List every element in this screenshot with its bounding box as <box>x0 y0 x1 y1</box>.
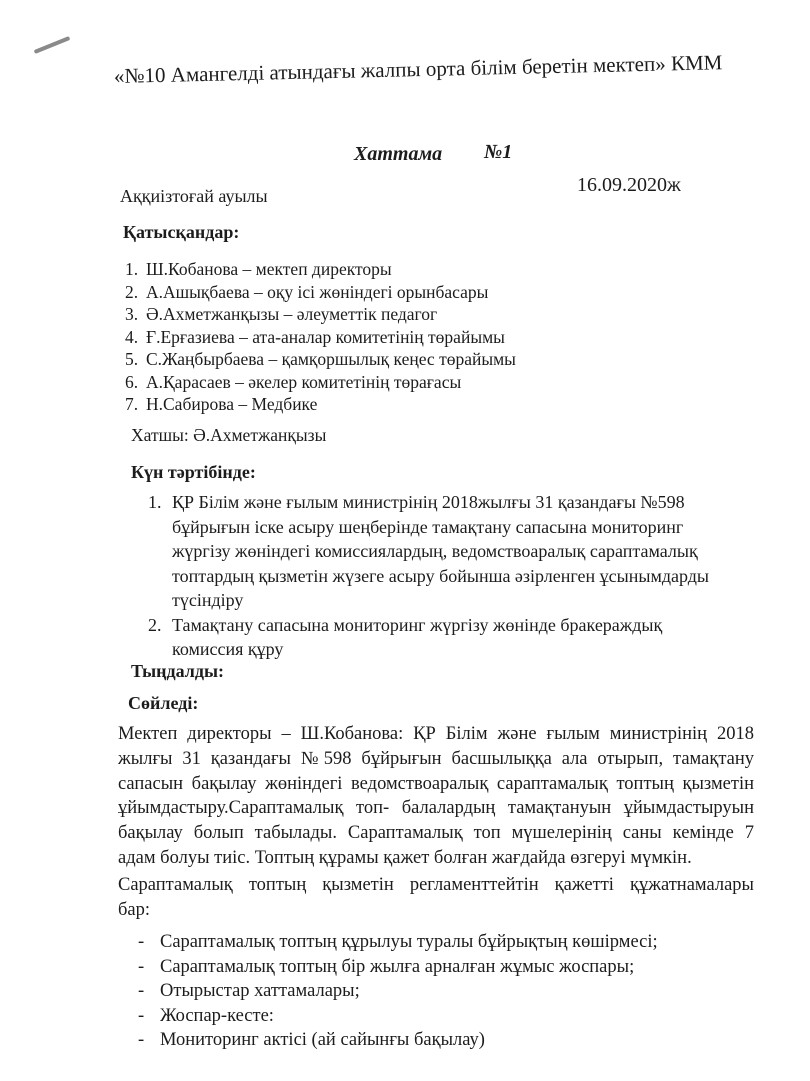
participant-text: А.Ашықбаева – оқу ісі жөніндегі орынбасары <box>146 281 489 302</box>
participant-item <box>125 371 516 394</box>
participant-text: А.Қарасаев – әкелер комитетінің төрағасы <box>146 371 462 392</box>
speech-line: ұйымдастыру.Сараптамалық топ- балалардың тамақтануын ұйымдастыруын <box>118 798 754 819</box>
participant-number: 4. <box>125 326 139 347</box>
agenda-line: ҚР Білім және ғылым министрінің 2018жылғы 31 қазандағы №598 <box>172 492 685 512</box>
listened-heading: Тыңдалды: <box>131 661 225 681</box>
participant-number: 2. <box>125 281 139 302</box>
participants-heading: Қатысқандар: <box>123 222 240 242</box>
documents-item-text: Мониторинг актісі (ай сайынғы бақылау) <box>160 1030 485 1051</box>
agenda-number: 1. <box>148 492 162 512</box>
participant-text: Н.Сабирова – Медбике <box>146 394 318 414</box>
documents-intro <box>118 873 754 923</box>
location: Аққиізтоғай ауылы <box>120 186 268 206</box>
documents-item-text: Сараптамалық топтың құрылуы туралы бұйрықтың көшірмесі; <box>160 932 658 952</box>
document-date: 16.09.2020ж <box>577 174 681 196</box>
agenda-line: түсіндіру <box>172 590 244 610</box>
participant-text: Ғ.Ерғазиева – ата-аналар комитетінің төрайымы <box>146 326 505 347</box>
speech-line: бақылау болып табылады. Сараптамалық топ мүшелерінің саны кемінде 7 <box>118 823 754 844</box>
documents-item-text: Отырыстар хаттамалары; <box>160 981 360 1002</box>
document-title: Хаттама <box>354 143 443 165</box>
documents-list-item <box>138 930 658 955</box>
agenda-line: топтардың қызметін жүзеге асыру бойынша әзірленген ұсынымдарды <box>172 565 710 586</box>
agenda-list <box>148 490 709 662</box>
dash-bullet: - <box>138 956 145 977</box>
documents-list-item <box>138 1004 658 1029</box>
pen-mark <box>34 36 71 54</box>
participant-number: 7. <box>125 394 139 414</box>
speech-line: адам болуы тиіс. Топтың құрамы қажет болған жағдайда өзгеруі мүмкін. <box>118 847 692 868</box>
participant-text: Ш.Кобанова – мектеп директоры <box>146 259 392 279</box>
agenda-heading: Күн тәртібінде: <box>131 462 256 482</box>
agenda-line: комиссия құру <box>172 639 284 659</box>
documents-item-text: Сараптамалық топтың бір жылға арналған жұмыс жоспары; <box>160 956 635 977</box>
dash-bullet: - <box>138 1005 145 1026</box>
speech-line: жылғы 31 қазандағы №598 бұйрығын басшылыққа ала отырып, тамақтану <box>118 748 754 769</box>
speech-line: Мектеп директоры – Ш.Кобанова: ҚР Білім және ғылым министрінің 2018 <box>118 724 754 744</box>
agenda-item <box>148 490 709 613</box>
participants-list <box>125 258 516 416</box>
participant-number: 3. <box>125 304 139 324</box>
participant-item <box>125 326 516 349</box>
speech-paragraph <box>118 722 754 871</box>
participant-item <box>125 258 516 281</box>
documents-list-item <box>138 955 658 980</box>
documents-intro-line: Сараптамалық топтың қызметін регламенттейтін қажетті құжатнамалары <box>118 875 754 895</box>
agenda-number: 2. <box>148 614 162 635</box>
documents-item-text: Жоспар-кесте: <box>160 1005 274 1026</box>
documents-list <box>138 930 658 1053</box>
participant-item <box>125 393 516 416</box>
participant-text: Ә.Ахметжанқызы – әлеуметтік педагог <box>146 304 438 324</box>
dash-bullet: - <box>138 981 145 1002</box>
participant-number: 6. <box>125 371 139 392</box>
participant-item <box>125 348 516 371</box>
agenda-line: жүргізу жөніндегі комиссиялардың, ведомствоаралық сараптамалық <box>172 541 698 561</box>
documents-list-item <box>138 979 658 1004</box>
document-number: №1 <box>484 141 513 163</box>
agenda-item <box>148 613 709 662</box>
secretary: Хатшы: Ә.Ахметжанқызы <box>131 425 327 445</box>
participant-text: С.Жаңбырбаева – қамқоршылық кеңес төрайымы <box>146 349 516 369</box>
documents-intro-line: бар: <box>118 899 151 920</box>
dash-bullet: - <box>138 932 145 952</box>
documents-list-item <box>138 1028 658 1053</box>
agenda-line: бұйрығын іске асыру шеңберінде тамақтану сапасына мониторинг <box>172 516 684 537</box>
speech-line: сапасын бақылау жөніндегі ведомствоаралық сараптамалық топтың қызметін <box>118 773 754 794</box>
organization-title: «№10 Амангелді атындағы жалпы орта білім беретін мектеп» КММ <box>113 50 723 88</box>
participant-item <box>125 281 516 304</box>
spoke-heading: Сөйледі: <box>128 693 199 713</box>
agenda-line: Тамақтану сапасына мониторинг жүргізу жөнінде бракераждық <box>172 614 663 635</box>
dash-bullet: - <box>138 1030 145 1051</box>
participant-number: 5. <box>125 349 139 369</box>
participant-number: 1. <box>125 259 139 279</box>
participant-item <box>125 303 516 326</box>
